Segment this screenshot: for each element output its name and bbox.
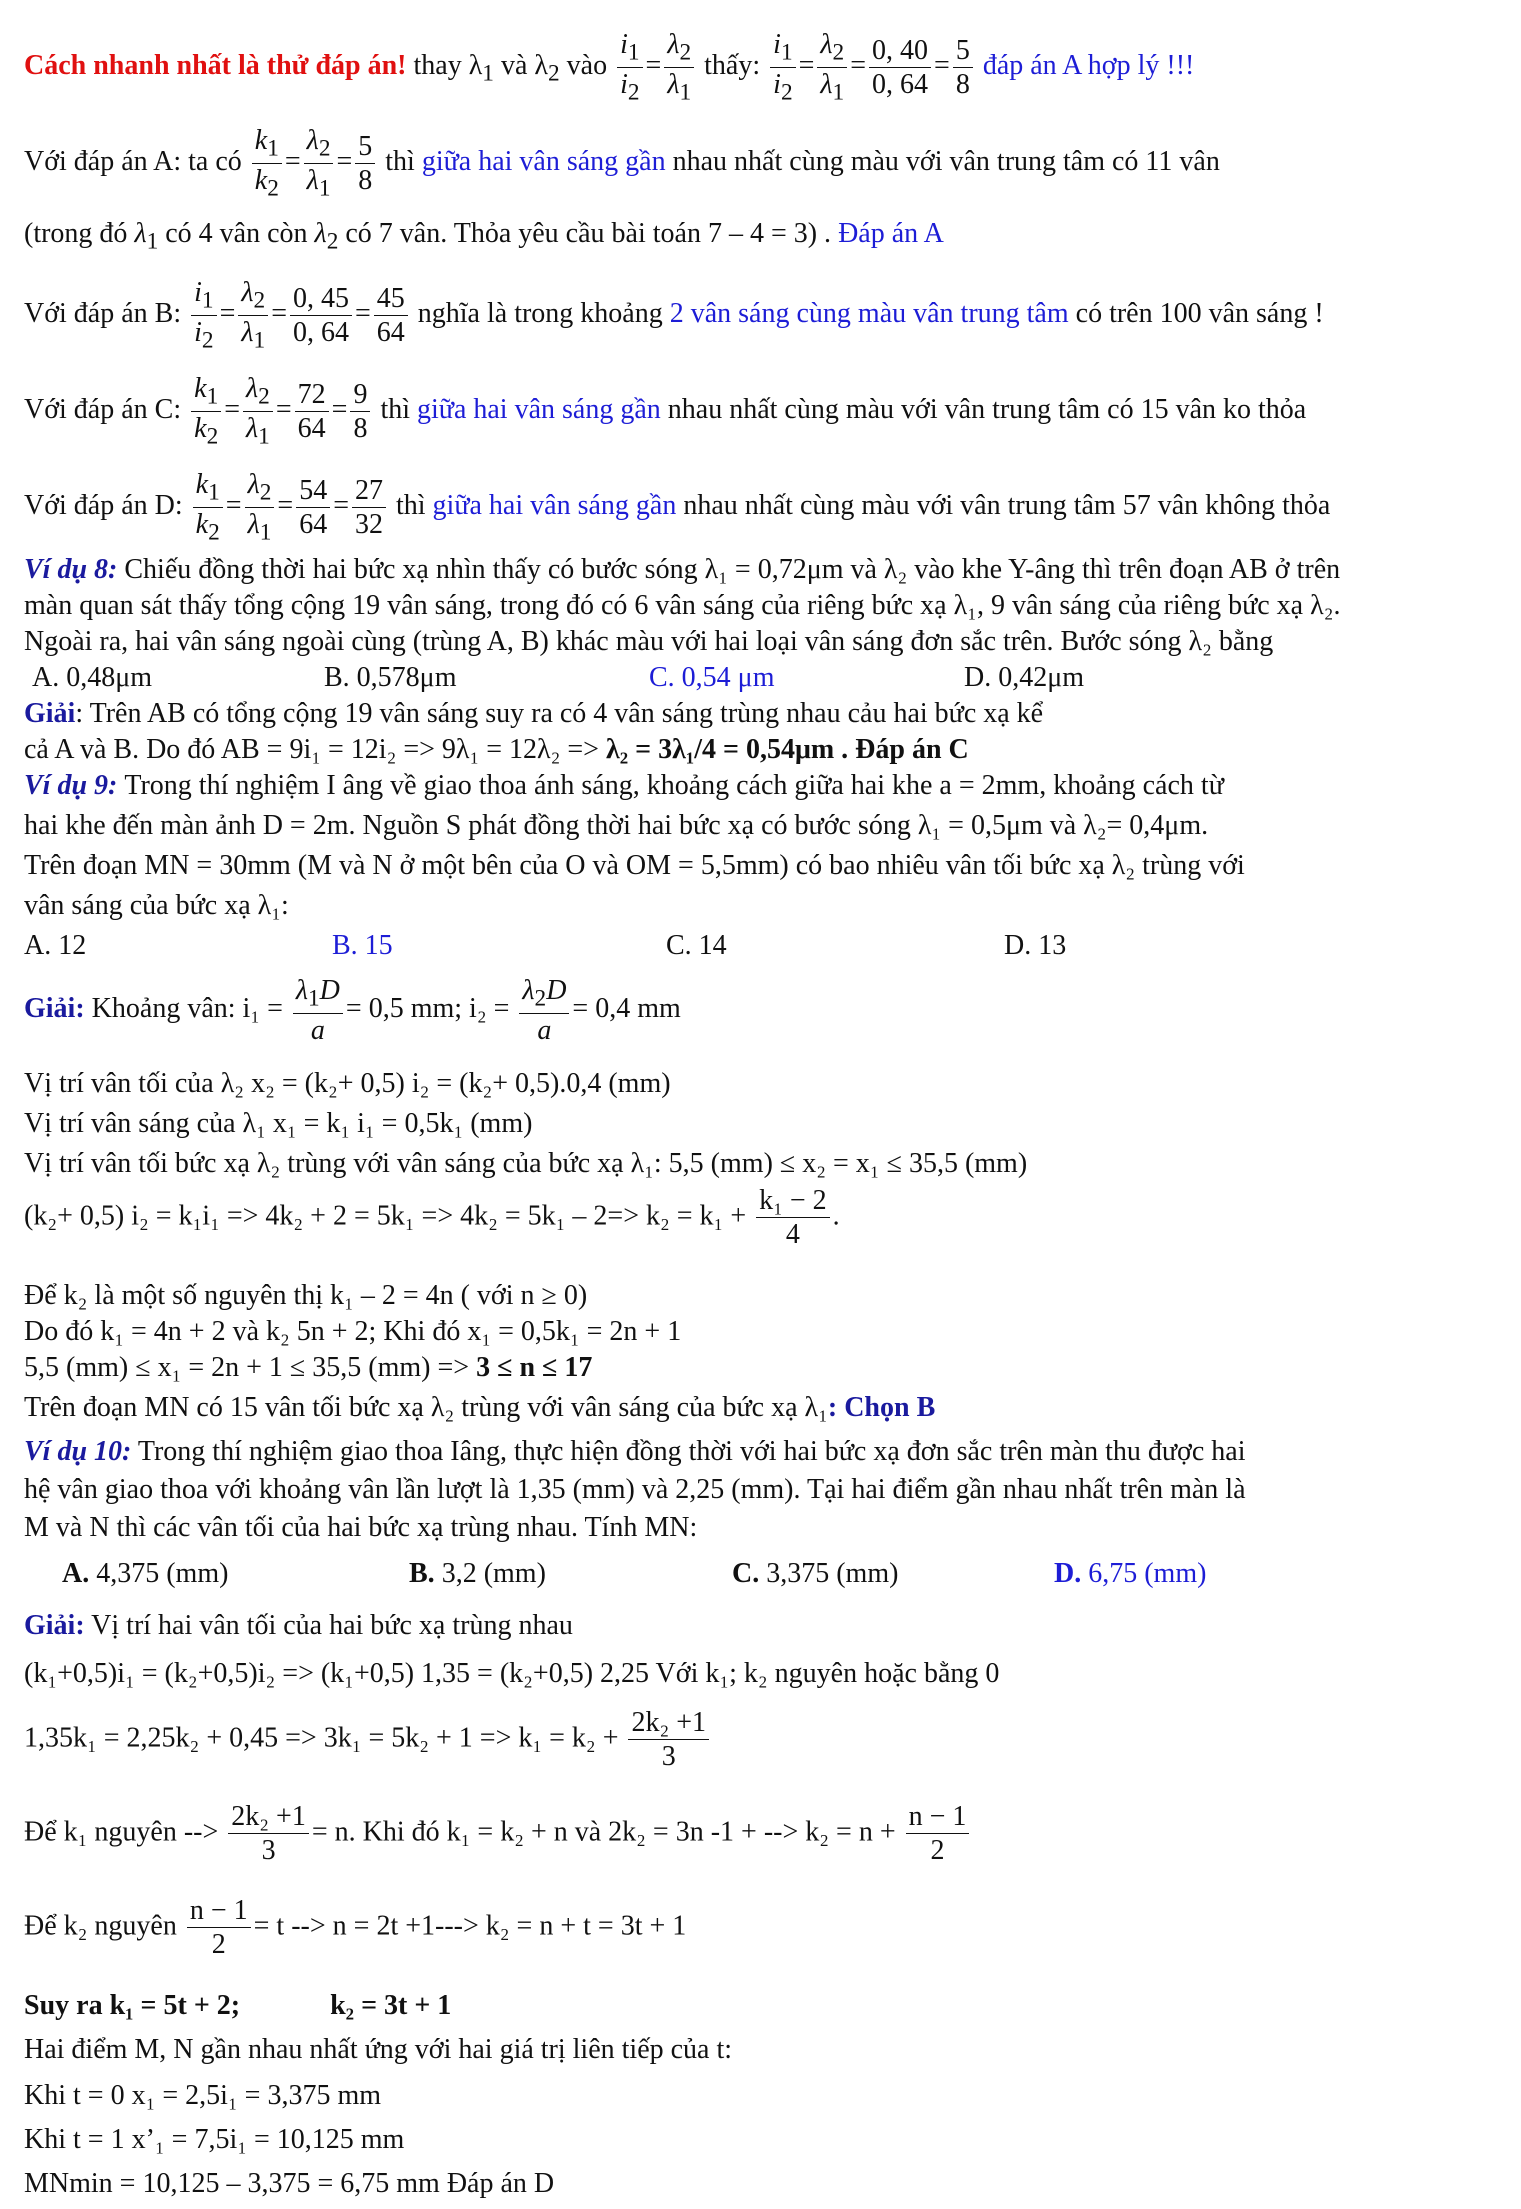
example-10-s2: (k₁+0,5)i₁ = (k₂+0,5)i₂ => (k₁+0,5) 1,35 = (k₂+0,5) 2,25 Với k₁; k₂ nguyên hoặc bằng 0 bbox=[24, 1658, 1000, 1689]
example-9-line3: Trên đoạn MN = 30mm (M và N ở một bên của O và OM = 5,5mm) có bao nhiêu vân tối bức xạ λ₂ trùng với bbox=[24, 850, 1245, 881]
intro-conclusion: đáp án A hợp lý !!! bbox=[982, 50, 1195, 81]
example-10-s6: Suy ra k₁ = 5t + 2; k₂ = 3t + 1 bbox=[24, 1990, 452, 2021]
example-9-s3: Vị trí vân sáng của λ₁ x₁ = k₁ i₁ = 0,5k₁ (mm) bbox=[24, 1108, 533, 1139]
option-a-line2: (trong đó $\lambda_1$ có 4 vân còn $\lambda_2$ có 7 vân. Thỏa yêu cầu bài toán 7 – 4 = 3) . Đáp án A bbox=[24, 218, 944, 255]
intro-line: Cách nhanh nhất là thử đáp án! thay $\lambda_1$ và $\lambda_2$ vào $\frac{i_1}{i_2}$ = $\frac{\lambda_2}{\lambda_1}$ thấy: $\frac{i_1}{i_2}$ = $\frac{\lambda_2}{\lambda_1}$ = $\frac{0, 40}{0, 64}$ = $\frac{5}{8}$ đáp án A hợp lý !!! bbox=[24, 29, 1195, 106]
option-b-line: Với đáp án B: $\frac{i_1}{i_2}$ = $\frac{\lambda_2}{\lambda_1}$ = $\frac{0, 45}{0, 64}$ = $\frac{45}{64}$ nghĩa là trong khoảng 2 vân sáng cùng màu vân trung tâm có trên 100 vân sáng ! bbox=[24, 277, 1324, 354]
example-8-line3: Ngoài ra, hai vân sáng ngoài cùng (trùng A, B) khác màu với hai loại vân sáng đơn sắc trên. Bước sóng λ₂ bằng bbox=[24, 626, 1274, 657]
example-10-s8: Khi t = 0 x₁ = 2,5i₁ = 3,375 mm bbox=[24, 2080, 382, 2111]
ex9-option-d: D. 13 bbox=[1004, 930, 1067, 961]
option-a-line: Với đáp án A: ta có $\frac{k_1}{k_2}$ = $\frac{\lambda_2}{\lambda_1}$ = $\frac{5}{8}$ thì giữa hai vân sáng gần nhau nhất cùng màu với vân trung tâm có 11 vân bbox=[24, 125, 1220, 202]
option-c-line: Với đáp án C: $\frac{k_1}{k_2}$ = $\frac{\lambda_2}{\lambda_1}$ = $\frac{72}{64}$ = $\frac{9}{8}$ thì giữa hai vân sáng gần nhau nhất cùng màu với vân trung tâm có 15 vân ko thỏa bbox=[24, 373, 1307, 450]
example-10-s3: 1,35k₁ = 2,25k₂ + 0,45 => 3k₁ = 5k₂ + 1 => k₁ = k₂ + $\frac{\text{2k₂ +1}}{3}$ bbox=[24, 1708, 712, 1772]
example-9-s6: Để k₂ là một số nguyên thị k₁ – 2 = 4n ( với n ≥ 0) bbox=[24, 1280, 588, 1311]
example-9-s8: 5,5 (mm) ≤ x₁ = 2n + 1 ≤ 35,5 (mm) => 3 ≤ n ≤ 17 bbox=[24, 1352, 593, 1383]
ex8-option-a: A. 0,48μm bbox=[32, 662, 153, 693]
ex10-option-b: B. 3,2 (mm) bbox=[409, 1558, 546, 1589]
example-9-line2: hai khe đến màn ảnh D = 2m. Nguồn S phát đồng thời hai bức xạ có bước sóng λ₁ = 0,5μm và λ₂= 0,4μm. bbox=[24, 810, 1209, 841]
ex8-option-d: D. 0,42μm bbox=[964, 662, 1085, 693]
example-10-line3: M và N thì các vân tối của hai bức xạ trùng nhau. Tính MN: bbox=[24, 1512, 698, 1543]
ex9-option-c: C. 14 bbox=[666, 930, 727, 961]
example-9-s5: (k₂+ 0,5) i₂ = k₁i₁ => 4k₂ + 2 = 5k₁ => 4k₂ = 5k₁ – 2=> k₂ = k₁ + $\frac{\text{k₁ − 2}}{4}$ . bbox=[24, 1185, 840, 1251]
example-9-options bbox=[24, 930, 1504, 964]
example-9-solution1: Giải: Khoảng vân: i₁ = $\frac{\lambda_1D}{a}$ = 0,5 mm; i₂ = $\frac{\lambda_2D}{a}$ = 0,4 mm bbox=[24, 975, 681, 1047]
example-8-line2: màn quan sát thấy tổng cộng 19 vân sáng, trong đó có 6 vân sáng của riêng bức xạ λ₁, 9 vân sáng của riêng bức xạ λ₂. bbox=[24, 590, 1341, 621]
ex9-option-b: B. 15 bbox=[332, 930, 393, 961]
example-10-solution1: Giải: Vị trí hai vân tối của hai bức xạ trùng nhau bbox=[24, 1610, 573, 1641]
ex8-option-b: B. 0,578μm bbox=[324, 662, 457, 693]
example-9-line1: Ví dụ 9: Trong thí nghiệm I âng về giao thoa ánh sáng, khoảng cách giữa hai khe a = 2mm, khoảng cách từ bbox=[24, 770, 1224, 801]
ex10-option-a: A. 4,375 (mm) bbox=[62, 1558, 229, 1589]
ex8-option-c: C. 0,54 μm bbox=[649, 662, 775, 693]
example-8-solution2: cả A và B. Do đó AB = 9i₁ = 12i₂ => 9λ₁ = 12λ₂ => λ₂ = 3λ₁/4 = 0,54μm . Đáp án C bbox=[24, 734, 969, 765]
example-9-s2: Vị trí vân tối của λ₂ x₂ = (k₂+ 0,5) i₂ = (k₂+ 0,5).0,4 (mm) bbox=[24, 1068, 671, 1099]
example-8-solution1: Giải: Trên AB có tổng cộng 19 vân sáng suy ra có 4 vân sáng trùng nhau cảu hai bức xạ kể bbox=[24, 698, 1044, 729]
example-10-line1: Ví dụ 10: Trong thí nghiệm giao thoa Iâng, thực hiện đồng thời với hai bức xạ đơn sắc trên màn thu được hai bbox=[24, 1436, 1246, 1467]
example-9-s9: Trên đoạn MN có 15 vân tối bức xạ λ₂ trùng với vân sáng của bức xạ λ₁: Chọn B bbox=[24, 1392, 936, 1423]
ex10-option-c: C. 3,375 (mm) bbox=[732, 1558, 899, 1589]
example-8-line1: Ví dụ 8: Chiếu đồng thời hai bức xạ nhìn thấy có bước sóng λ₁ = 0,72μm và λ₂ vào khe Y-âng thì trên đoạn AB ở trên bbox=[24, 554, 1341, 585]
example-10-s7: Hai điểm M, N gần nhau nhất ứng với hai giá trị liên tiếp của t: bbox=[24, 2034, 733, 2065]
intro-red: Cách nhanh nhất là thử đáp án! bbox=[24, 50, 407, 81]
example-8-options bbox=[24, 662, 1504, 696]
example-10-s9: Khi t = 1 x’₁ = 7,5i₁ = 10,125 mm bbox=[24, 2124, 405, 2155]
example-9-line4: vân sáng của bức xạ λ₁: bbox=[24, 890, 289, 921]
ex9-option-a: A. 12 bbox=[24, 930, 87, 961]
example-9-s7: Do đó k₁ = 4n + 2 và k₂ 5n + 2; Khi đó x₁ = 0,5k₁ = 2n + 1 bbox=[24, 1316, 682, 1347]
example-9-s4: Vị trí vân tối bức xạ λ₂ trùng với vân sáng của bức xạ λ₁: 5,5 (mm) ≤ x₂ = x₁ ≤ 35,5 (mm) bbox=[24, 1148, 1028, 1179]
ex10-option-d: D. 6,75 (mm) bbox=[1054, 1558, 1207, 1589]
example-10-s10: MNmin = 10,125 – 3,375 = 6,75 mm Đáp án D bbox=[24, 2168, 555, 2199]
example-10-line2: hệ vân giao thoa với khoảng vân lần lượt là 1,35 (mm) và 2,25 (mm). Tại hai điểm gần nhau nhất trên màn là bbox=[24, 1474, 1246, 1505]
example-10-s5: Để k₂ nguyên $\frac{n - 1}{2}$ = t --> n = 2t +1---> k₂ = n + t = 3t + 1 bbox=[24, 1895, 687, 1961]
example-10-options bbox=[24, 1558, 1504, 1592]
option-d-line: Với đáp án D: $\frac{k_1}{k_2}$ = $\frac{\lambda_2}{\lambda_1}$ = $\frac{54}{64}$ = $\frac{27}{32}$ thì giữa hai vân sáng gần nhau nhất cùng màu với vân trung tâm 57 vân không thỏa bbox=[24, 469, 1331, 546]
example-10-s4: Để k₁ nguyên --> $\frac{\text{2k₂ +1}}{3}$ = n. Khi đó k₁ = k₂ + n và 2k₂ = 3n -1 + --> k₂ = n + $\frac{n - 1}{2}$ bbox=[24, 1802, 972, 1866]
